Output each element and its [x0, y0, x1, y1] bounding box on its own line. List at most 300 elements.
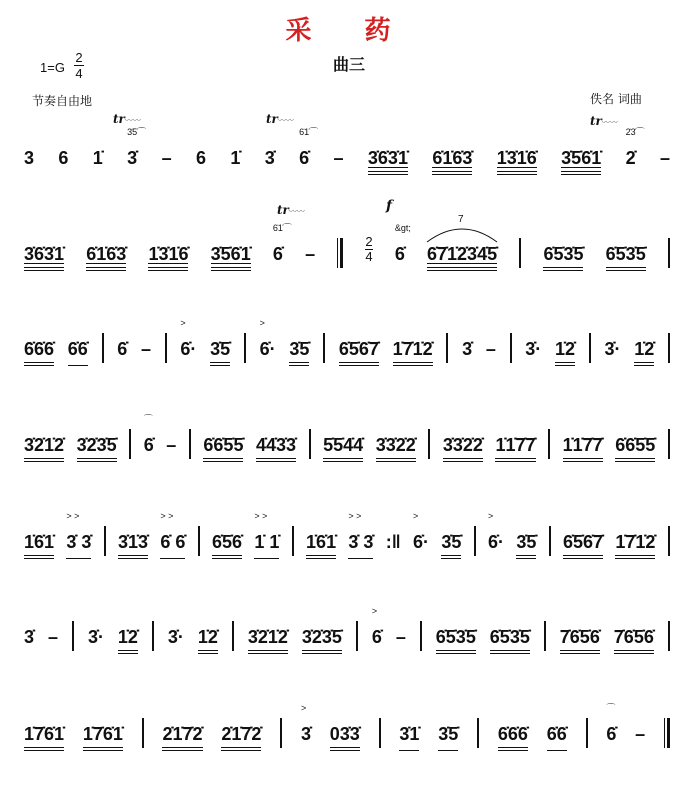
song-title: 采 药	[285, 16, 413, 46]
barline	[428, 429, 430, 459]
beam-line	[443, 458, 483, 459]
notes: –	[395, 627, 406, 647]
barline	[379, 718, 381, 748]
double-barline	[337, 238, 343, 268]
notes: 6	[195, 148, 206, 168]
notes: 6̇·	[259, 339, 276, 359]
note-group	[180, 318, 197, 367]
notes: 6̇5̇6̇	[212, 532, 243, 552]
trill-mark: tr〰〰	[590, 114, 618, 128]
note-group	[210, 339, 230, 367]
notes: 3̇6̇3̇1̇	[367, 148, 408, 168]
barline	[668, 621, 670, 651]
beam-line	[24, 555, 54, 556]
beam-line	[495, 458, 535, 459]
notes: 6̇6̇	[546, 724, 567, 744]
notes: 3̇	[462, 339, 473, 359]
note-group	[436, 627, 476, 655]
notes: 1̇2̇	[197, 627, 218, 647]
note-group	[265, 148, 275, 176]
beam-line	[86, 270, 126, 271]
beam-line	[606, 267, 646, 268]
time-sig-bottom: 4	[365, 249, 373, 264]
note-group	[543, 244, 583, 272]
notes: 3̇5̇	[516, 532, 537, 552]
beam-line	[561, 174, 601, 175]
barline	[102, 333, 104, 363]
beam-line	[436, 653, 476, 654]
note-group	[614, 627, 654, 655]
notes: 7̇6̇5̇6̇	[613, 627, 654, 647]
note-group	[371, 606, 382, 655]
barline	[586, 718, 588, 748]
notes: 1̇6̇1̇	[306, 532, 337, 552]
barline	[72, 621, 74, 651]
ornament: >	[488, 511, 494, 521]
notes: 3̇	[264, 148, 275, 168]
beam-line	[490, 650, 530, 651]
beam-line	[348, 558, 373, 559]
beam-line	[306, 558, 336, 559]
notes: 3̇	[300, 724, 311, 744]
notes: –	[485, 339, 496, 359]
notes: 6̇ 6̇	[160, 532, 186, 552]
notes: 3̇2̇1̇2̇	[247, 627, 288, 647]
trill-mark: tr〰〰	[266, 112, 294, 126]
beam-line	[368, 174, 408, 175]
beam-line	[563, 555, 603, 556]
beam-line	[198, 650, 218, 651]
notes: 1̇7̇6̇1̇	[24, 724, 65, 744]
beam-line	[211, 270, 251, 271]
note-group	[118, 627, 138, 655]
note-group	[143, 414, 154, 463]
note-group	[441, 532, 461, 560]
beam-line	[393, 365, 433, 366]
beam-line	[148, 267, 188, 268]
notes: 6̇	[117, 339, 128, 359]
beam-line	[497, 167, 537, 168]
notes: 6̇5̇3̇5̇	[543, 244, 584, 264]
notes: 6̇	[299, 148, 310, 168]
beam-line	[24, 365, 54, 366]
note-group	[83, 724, 123, 752]
beam-line	[615, 458, 655, 459]
note-group	[299, 127, 319, 176]
ornament: 3̇5̇⌒	[127, 127, 147, 137]
ornament: > >	[160, 511, 174, 521]
ornament: >	[371, 606, 378, 616]
notes: 3̇5̇	[289, 339, 310, 359]
note-group	[166, 435, 176, 463]
beam-line	[443, 461, 483, 462]
note-group	[24, 532, 54, 560]
note-group	[302, 627, 342, 655]
note-group	[196, 148, 206, 176]
beam-line	[560, 653, 600, 654]
notes: 1̇7̇6̇1̇	[82, 724, 123, 744]
barline	[104, 526, 106, 556]
beam-line	[432, 174, 472, 175]
barline	[232, 621, 234, 651]
note-group	[118, 532, 148, 560]
beam-line	[24, 263, 64, 264]
notes: 6̇·	[413, 532, 430, 552]
note-group	[393, 339, 433, 367]
notes: –	[140, 339, 151, 359]
notes: 1̇1̇7̇7̇	[495, 435, 536, 455]
beam-line	[339, 362, 379, 363]
beam-line	[212, 555, 242, 556]
notes: 6̇6̇5̇5̇	[203, 435, 244, 455]
beam-line	[323, 461, 363, 462]
forte-mark: f	[386, 198, 393, 214]
note-group	[24, 339, 54, 367]
notes: 3̇3̇2̇2̇	[442, 435, 483, 455]
notes: 3̇1̇	[399, 724, 420, 744]
beam-line	[495, 461, 535, 462]
beam-line	[563, 461, 603, 462]
notes: 3̇5̇	[441, 532, 462, 552]
notes: 6̇	[606, 724, 617, 744]
beam-line	[543, 267, 583, 268]
beam-line	[441, 555, 461, 556]
note-group	[127, 127, 147, 176]
notes: 6̇·	[488, 532, 505, 552]
note-group	[24, 435, 64, 463]
barline	[446, 333, 448, 363]
beam-line	[24, 362, 54, 363]
barline	[544, 621, 546, 651]
notes: 4̇4̇3̇3̇	[256, 435, 297, 455]
beam-line	[118, 653, 138, 654]
beam-line	[555, 365, 575, 366]
time-sig-bottom: 4	[75, 66, 83, 81]
notes: 3̇3̇2̇2̇	[375, 435, 416, 455]
beam-line	[203, 458, 243, 459]
notes: 2̇	[625, 148, 636, 168]
beam-line	[24, 750, 64, 751]
beam-line	[86, 263, 126, 264]
notes: –	[166, 435, 177, 455]
note-group	[211, 244, 251, 272]
beam-line	[323, 458, 363, 459]
notes: 3̇·	[167, 627, 184, 647]
beam-line	[563, 458, 603, 459]
notes: 6̇5̇3̇5̇	[489, 627, 530, 647]
note-group	[162, 148, 172, 176]
notes: 6̇	[394, 244, 405, 264]
beam-line	[606, 270, 646, 271]
note-group	[490, 627, 530, 655]
barline	[142, 718, 144, 748]
note-group	[68, 339, 88, 367]
notes: 6̇7̇1̇2̇3̇4̇5̇	[427, 244, 498, 264]
note-group	[77, 435, 117, 463]
notes: 6̇6̇5̇5̇	[615, 435, 656, 455]
beam-line	[563, 558, 603, 559]
beam-line	[432, 167, 472, 168]
barline	[189, 429, 191, 459]
notes: 6̇5̇6̇7̇	[562, 532, 604, 552]
beam-line	[516, 558, 536, 559]
beam-line	[254, 558, 279, 559]
beam-line	[77, 461, 117, 462]
note-group	[497, 148, 537, 176]
barline	[356, 621, 358, 651]
beam-line	[198, 653, 218, 654]
note-group	[305, 244, 315, 272]
repeat-end-barline: :‖	[385, 532, 401, 552]
barline	[152, 621, 154, 651]
note-group	[615, 435, 655, 463]
note-group	[93, 148, 103, 176]
ornament: >	[413, 511, 419, 521]
notes: 1̇2̇	[634, 339, 655, 359]
beam-line	[24, 747, 64, 748]
beam-line	[427, 267, 497, 268]
beam-line	[302, 653, 342, 654]
note-group	[334, 148, 344, 176]
beam-line	[634, 362, 654, 363]
barline	[420, 621, 422, 651]
note-group	[660, 148, 670, 176]
note-group	[300, 703, 311, 752]
beam-line	[118, 555, 148, 556]
note-group	[555, 339, 575, 367]
note-group	[306, 532, 336, 560]
beam-line	[543, 270, 583, 271]
notes: 3̇5̇	[438, 724, 459, 744]
notes: –	[161, 148, 172, 168]
beam-line	[118, 650, 138, 651]
note-group	[606, 703, 617, 752]
time-sig-top: 2	[75, 50, 83, 65]
notes: 6	[58, 148, 69, 168]
notes: 2̇1̇7̇2̇	[162, 724, 203, 744]
notes: 3̇5̇6̇1̇	[561, 148, 602, 168]
note-group	[525, 339, 541, 367]
beam-line	[497, 174, 537, 175]
note-group	[168, 627, 184, 655]
note-group	[24, 724, 64, 752]
barline	[309, 429, 311, 459]
ornament: > >	[254, 511, 268, 521]
barline	[519, 238, 521, 268]
note-group	[259, 318, 276, 367]
note-group	[66, 511, 92, 560]
trill-mark: tr〰〰	[277, 203, 305, 217]
notes: 6̇	[272, 244, 283, 264]
beam-line	[427, 263, 497, 264]
note-group	[438, 724, 458, 752]
note-group	[323, 435, 363, 463]
notes: 3̇5̇6̇1̇	[210, 244, 251, 264]
barline	[668, 429, 670, 459]
beam-line	[221, 750, 261, 751]
note-group	[432, 148, 472, 176]
barline	[668, 526, 670, 556]
notes: 3̇2̇3̇5̇	[76, 435, 117, 455]
note-group	[198, 627, 218, 655]
beam-line	[24, 461, 64, 462]
note-group	[24, 627, 34, 655]
note-group	[117, 339, 127, 367]
note-group	[547, 724, 567, 752]
notes: 1̇	[230, 148, 241, 168]
note-group	[141, 339, 151, 367]
beam-line	[560, 650, 600, 651]
score-line	[24, 606, 670, 655]
beam-line	[68, 365, 88, 366]
note-group	[330, 724, 360, 752]
notes: 3	[24, 148, 35, 168]
ornament: 2̇3̇⌒	[625, 127, 645, 137]
beam-line	[118, 558, 148, 559]
beam-line	[83, 750, 123, 751]
barline	[292, 526, 294, 556]
ornament: >	[300, 703, 307, 713]
note-group	[394, 223, 411, 272]
beam-line	[339, 365, 379, 366]
note-group	[561, 148, 601, 176]
beam-line	[289, 362, 309, 363]
notes: 6̇	[143, 435, 154, 455]
note-group	[86, 244, 126, 272]
notes: –	[47, 627, 58, 647]
beam-line	[438, 750, 458, 751]
note-group	[634, 339, 654, 367]
beam-line	[77, 458, 117, 459]
beam-line	[203, 461, 243, 462]
barline	[474, 526, 476, 556]
trill-mark: tr〰〰	[113, 112, 141, 126]
note-group	[399, 724, 419, 752]
note-group	[495, 435, 535, 463]
notes: –	[635, 724, 646, 744]
beam-line	[148, 263, 188, 264]
note-group	[160, 511, 186, 560]
barline	[510, 333, 512, 363]
notes: 6̇1̇6̇3̇	[86, 244, 127, 264]
notes: 3̇2̇1̇2̇	[24, 435, 65, 455]
notes: 7̇6̇5̇6̇	[559, 627, 600, 647]
beam-line	[211, 267, 251, 268]
barline	[165, 333, 167, 363]
beam-line	[376, 458, 416, 459]
note-group	[606, 244, 646, 272]
song-subtitle: 曲三	[332, 55, 365, 74]
beam-line	[86, 267, 126, 268]
beam-line	[162, 750, 202, 751]
notes: 6̇	[371, 627, 382, 647]
credit: 佚名 词曲	[590, 92, 642, 106]
note-group	[88, 627, 104, 655]
ornament: > >	[348, 511, 362, 521]
beam-line	[399, 750, 419, 751]
score-line	[24, 414, 670, 463]
note-group	[162, 724, 202, 752]
time-signature-change	[365, 235, 372, 272]
beam-line	[547, 750, 567, 751]
note-group	[486, 339, 496, 367]
time-sig-top: 2	[365, 234, 373, 249]
note-group	[48, 627, 58, 655]
note-group	[368, 148, 408, 176]
beam-line	[160, 558, 185, 559]
beam-line	[221, 747, 261, 748]
beam-line	[432, 171, 472, 172]
beam-line	[24, 558, 54, 559]
notes: 6̇5̇6̇7̇	[338, 339, 379, 359]
note-group	[516, 532, 536, 560]
notes: 3̇ 3̇	[66, 532, 92, 552]
tempo-marking: 节奏自由地	[32, 94, 93, 108]
ornament: >	[180, 318, 186, 328]
notes: 1̇6̇1̇	[24, 532, 55, 552]
barline	[668, 333, 670, 363]
note-group	[24, 148, 34, 176]
beam-line	[289, 365, 309, 366]
notes: 3̇5̇	[210, 339, 231, 359]
notes: 1̇2̇	[117, 627, 138, 647]
notes: 6̇5̇3̇5̇	[605, 244, 646, 264]
notes: 6̇5̇3̇5̇	[435, 627, 476, 647]
note-group	[221, 724, 261, 752]
note-group	[604, 339, 620, 367]
beam-line	[614, 653, 654, 654]
score-line	[24, 127, 670, 176]
score-line	[24, 703, 670, 752]
note-group	[376, 435, 416, 463]
beam-line	[497, 171, 537, 172]
note-group	[24, 244, 64, 272]
beam-line	[330, 750, 360, 751]
beam-line	[248, 653, 288, 654]
beam-line	[498, 750, 528, 751]
notes: –	[305, 244, 316, 264]
beam-line	[615, 461, 655, 462]
note-group	[254, 511, 280, 560]
note-group	[58, 148, 68, 176]
score-line	[24, 223, 670, 272]
ornament: &gt;	[394, 223, 411, 233]
beam-line	[248, 650, 288, 651]
note-group	[148, 244, 188, 272]
ornament: 6̇1̇⌒	[299, 127, 319, 137]
beam-line	[24, 270, 64, 271]
notes: 1̇ 1̇	[254, 532, 280, 552]
beam-line	[615, 558, 655, 559]
notes: 3̇·	[87, 627, 104, 647]
beam-line	[498, 747, 528, 748]
barline	[323, 333, 325, 363]
notes: 6̇6̇6̇	[497, 724, 528, 744]
barline	[548, 429, 550, 459]
notes: 1̇1̇7̇7̇	[562, 435, 603, 455]
note-group	[230, 148, 240, 176]
notes: –	[333, 148, 344, 168]
beam-line	[376, 461, 416, 462]
notes: 5̇5̇4̇4̇	[323, 435, 364, 455]
notes: 1̇3̇1̇6̇	[148, 244, 189, 264]
beam-line	[368, 171, 408, 172]
ornament: > >	[66, 511, 80, 521]
notes: –	[659, 148, 670, 168]
barline	[244, 333, 246, 363]
note-group	[563, 435, 603, 463]
beam-line	[614, 650, 654, 651]
